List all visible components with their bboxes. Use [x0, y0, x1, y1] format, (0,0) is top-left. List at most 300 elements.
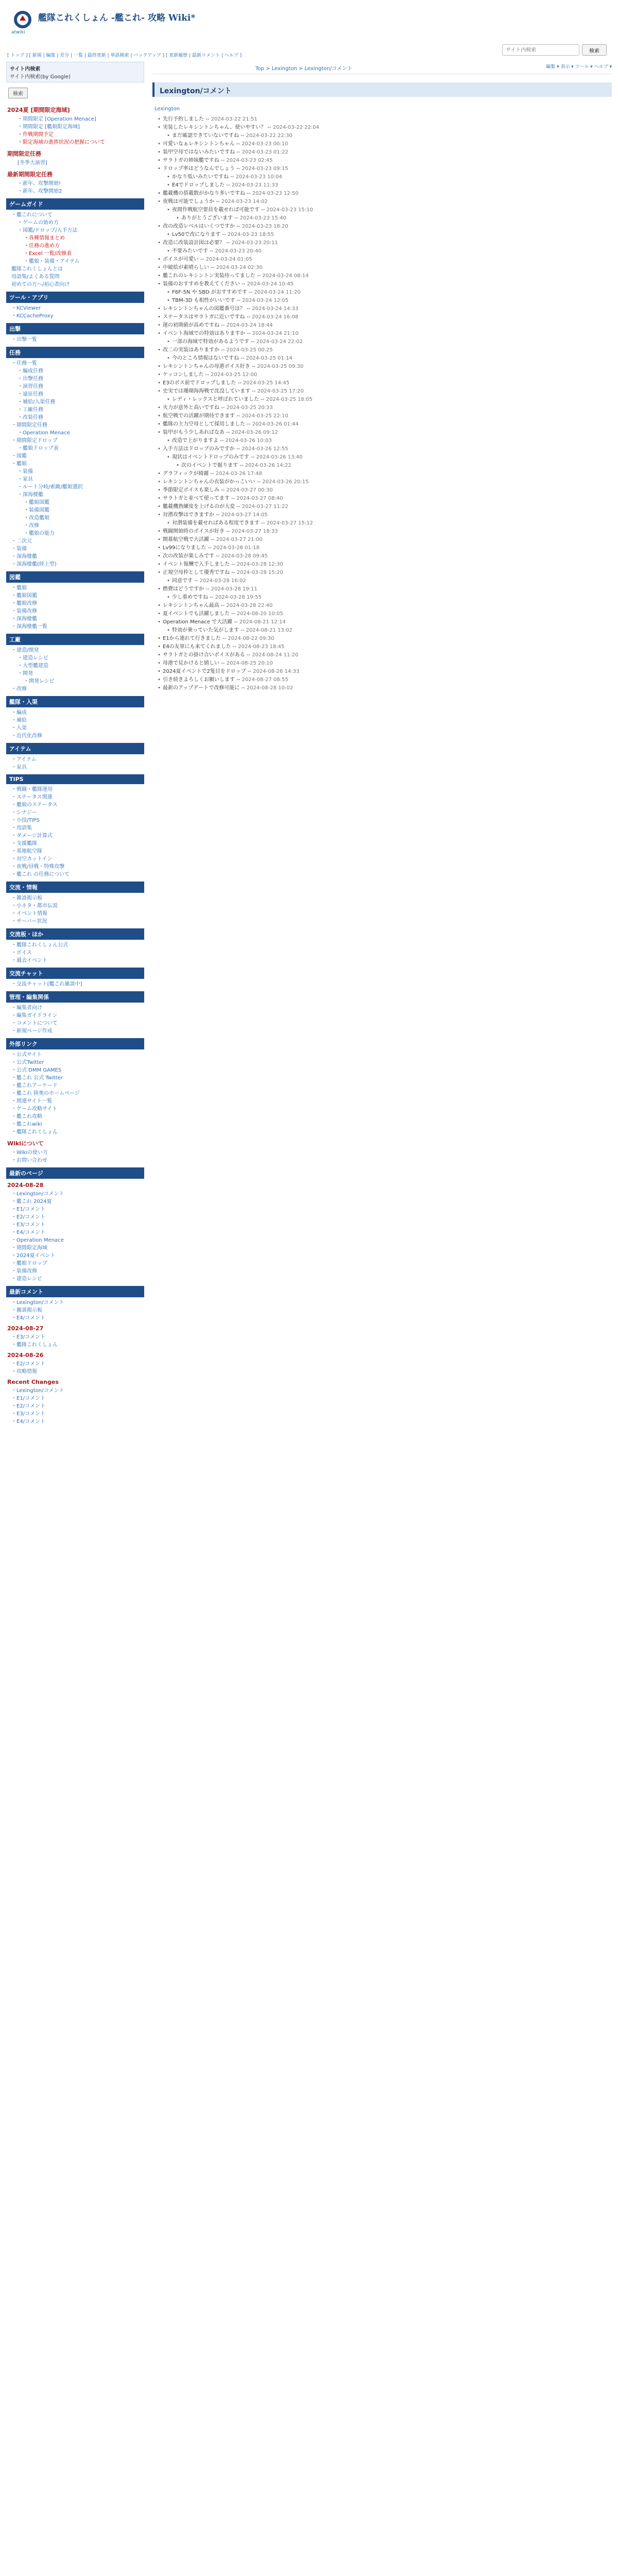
comment-text: 対潜装備を載せればある程度できます --	[172, 520, 267, 526]
breadcrumb[interactable]: Top > Lexington > Lexington/コメント	[255, 66, 352, 72]
sidebar-item[interactable]: ・装備	[18, 469, 33, 474]
comment-item	[152, 280, 612, 289]
comment-item	[152, 503, 612, 511]
sidebar-item[interactable]: ・Lexington/コメント	[11, 1300, 64, 1306]
sidebar-item[interactable]: ・艦これ攻略	[11, 1114, 42, 1120]
sidebar-item[interactable]: ・限定海域の進捗状況の把握について	[18, 140, 105, 145]
sidebar-item[interactable]: ・KCViewer	[11, 306, 41, 311]
comment-item	[152, 140, 612, 148]
bullet-icon: •	[158, 537, 161, 543]
sidebar-item[interactable]: ・編成	[11, 710, 27, 716]
sidebar-item[interactable]: ・出撃任務	[18, 376, 43, 382]
sidebar-item[interactable]: ・E4/コメント	[11, 1315, 46, 1321]
sidebar-section-header: 外部リンク	[6, 1038, 144, 1049]
bullet-icon: •	[158, 224, 161, 229]
sidebar-item[interactable]: ・家具	[11, 765, 27, 770]
comment-date: 2024-03-23 11:33	[231, 182, 278, 188]
sidebar-section-header: 交流チャット	[6, 968, 144, 979]
comment-date: 2024-03-25 18:05	[266, 397, 313, 402]
comment-item	[152, 132, 612, 140]
comment-item	[152, 643, 612, 651]
comment-date: 2024-03-23 15:10	[266, 207, 313, 213]
sidebar-item[interactable]: ・コメントについて	[11, 1021, 58, 1026]
sidebar-heading: Recent Changes	[7, 1379, 59, 1385]
comment-item	[152, 157, 612, 165]
comment-date: 2024-03-27 11:22	[242, 504, 288, 510]
top-navigation[interactable]: [ トップ ] [ 新規 | 編集 | 差分 | 一覧 | 最終更新 | 単語検索 | バックアップ ] [ 更新履歴 | 最新コメント | ヘルプ ]	[7, 53, 242, 58]
comment-date: 2024-03-25 00:25	[226, 347, 273, 353]
bullet-icon: •	[158, 529, 161, 534]
sidebar-menu	[6, 106, 144, 1426]
sidebar-item[interactable]: ・期間限定 [Operation Menace]	[18, 116, 96, 122]
comment-item	[152, 585, 612, 594]
comment-item	[152, 602, 612, 610]
comment-date: 2024-03-23 14:02	[221, 199, 268, 205]
sidebar-item[interactable]: ・公式 DMM GAMES	[11, 1067, 62, 1073]
sidebar-item[interactable]: ・艦これ 2024夏	[11, 1199, 52, 1205]
bullet-icon: •	[158, 323, 161, 328]
bullet-icon: •	[167, 174, 170, 180]
sidebar-item[interactable]: ・改修	[24, 523, 39, 529]
sidebar-item[interactable]: ・大型艦建造	[18, 663, 48, 669]
sidebar-item[interactable]: ・期間限定任務	[11, 422, 47, 428]
bullet-icon: •	[176, 215, 179, 221]
bullet-icon: •	[158, 405, 161, 411]
comment-date: 2024-03-23 09:15	[242, 166, 288, 172]
comment-text: ケッコンしました --	[163, 372, 211, 378]
comment-item	[152, 684, 612, 692]
sidebar-item[interactable]: ・ゲームの始め方	[18, 220, 59, 226]
search-button[interactable]: 検索	[582, 44, 607, 56]
sidebar-item[interactable]: ・期間限定ドロップ	[11, 438, 58, 444]
sidebar-item[interactable]: ・改造艦娘	[24, 515, 49, 521]
bullet-icon: •	[158, 199, 161, 205]
sidebar-item[interactable]: ・深海棲艦	[11, 554, 37, 560]
comment-item	[152, 313, 612, 321]
comment-text: F6F-5N や SBD がおすすめです --	[172, 290, 254, 295]
sidebar-item[interactable]: ・艦これwiki	[11, 1122, 42, 1127]
sidebar-item[interactable]: 艦隊これくしょんとは	[11, 266, 63, 272]
sidebar-item[interactable]: ・新年、攻撃開始!	[18, 181, 61, 187]
sidebar-item[interactable]: ・新規ページ作成	[11, 1028, 53, 1034]
comment-item	[152, 561, 612, 569]
bullet-icon: •	[158, 347, 161, 353]
sidebar-item[interactable]: ・Excel 一覧/改修表	[24, 251, 72, 257]
sidebar-item[interactable]: ・改装任務	[18, 415, 43, 420]
comment-item	[152, 528, 612, 536]
sidebar-item[interactable]: [冬季大演習]	[18, 160, 47, 166]
sidebar-item[interactable]: ・任務一覧	[11, 361, 37, 366]
comment-date: 2024-03-25 22:10	[242, 413, 288, 419]
sidebar-item[interactable]: ・Operation Menace	[11, 1238, 64, 1243]
sidebar-item[interactable]: ・小技/TIPS	[11, 818, 40, 823]
sidebar-item[interactable]: ・出撃一覧	[11, 337, 37, 343]
comment-date: 2024-03-27 08:40	[236, 496, 283, 501]
comment-item	[152, 668, 612, 676]
comment-text: レキシントンちゃんの衣装がかっこいい --	[163, 479, 263, 485]
comment-text: サラトガと並べて使ってます --	[163, 496, 237, 501]
comment-text: 次の改装が楽しみです --	[163, 553, 221, 559]
sidebar-item[interactable]: ・艦娘改修	[11, 601, 37, 606]
sidebar-item[interactable]: ・開発レシピ	[24, 679, 55, 684]
sidebar-item[interactable]: ・深海棲艦	[11, 616, 37, 622]
sidebar-section-header: ゲームガイド	[6, 198, 144, 210]
comment-text: 中破絵が素晴らしい --	[163, 265, 216, 270]
sidebar-item[interactable]: ・E3/コメント	[11, 1334, 46, 1340]
page-toolbar	[152, 62, 612, 74]
sidebar-heading: 2024-08-28	[7, 1182, 44, 1189]
sidebar-item[interactable]: ・雑談掲示板	[11, 1308, 42, 1313]
comment-item	[152, 289, 612, 297]
comment-date: 2024-03-24 21:10	[252, 331, 299, 336]
sidebar-item[interactable]: ・建造レシピ	[18, 655, 48, 661]
comment-text: 実装したレキシントンちゃん、使いやすい？ --	[163, 125, 273, 130]
sidebar-item[interactable]: ・艦隊これくしょん公式	[11, 942, 68, 948]
sidebar-item[interactable]: ・作戦期間予定	[18, 132, 54, 138]
comment-list	[152, 115, 612, 692]
sidebar-item[interactable]: ・艦これ 公式 Twitter	[11, 1075, 63, 1081]
sidebar-item[interactable]: ・艦これについて	[11, 212, 53, 218]
comment-item	[152, 239, 612, 247]
sidebar-section-header: 図鑑	[6, 571, 144, 583]
sidebar-item[interactable]: ・建造レシピ	[11, 1276, 42, 1282]
comment-date: 2024-08-20 10:05	[236, 611, 283, 617]
sidebar-item[interactable]: ・公式Twitter	[11, 1060, 44, 1065]
sidebar-item[interactable]: ・Wikiの使い方	[11, 1150, 48, 1156]
site-title[interactable]: 艦隊これくしょん -艦これ- 攻略 Wiki*	[38, 13, 196, 23]
comment-date: 2024-03-26 20:15	[262, 479, 309, 485]
sidebar-item[interactable]: ・二次元	[11, 538, 32, 544]
comment-date: 2024-03-28 15:20	[236, 570, 283, 575]
comment-text: ドロップ率はどうなんでしょう --	[163, 166, 242, 172]
sidebar-item[interactable]: ・ルート分岐/索敵/艦娘選択	[18, 484, 83, 490]
search-input[interactable]	[502, 44, 579, 56]
sidebar-item[interactable]: ・工廠任務	[18, 407, 43, 413]
sidebar-item[interactable]: ・KCCacheProxy	[11, 313, 54, 319]
sidebar-item[interactable]: ・艦これアーケード	[11, 1083, 58, 1089]
bullet-icon: •	[167, 578, 170, 584]
sidebar-item[interactable]: ・2024夏イベント	[11, 1253, 56, 1259]
sidebar	[6, 62, 144, 2576]
sidebar-item[interactable]: ・艦これ 陸奥のホームページ	[11, 1091, 80, 1096]
bullet-icon: •	[158, 430, 161, 435]
comment-item	[152, 214, 612, 223]
bullet-icon: •	[158, 166, 161, 172]
comment-date: 2024-03-24 16:08	[252, 314, 299, 320]
comment-text: 改造に改装設計図は必要？ --	[163, 240, 232, 246]
comment-text: 最新のアップデートで改修可能に --	[163, 685, 247, 691]
sidebar-item[interactable]: ・近代化改修	[11, 733, 42, 739]
sidebar-item[interactable]: ・補給/入渠任務	[18, 399, 56, 405]
comment-item	[152, 404, 612, 412]
sidebar-search-button[interactable]: 検索	[8, 88, 28, 98]
comment-text: 2024夏イベントで2隻目をドロップ --	[163, 669, 253, 674]
toolbar-menu[interactable]: 編集 ▾ 表示 ▾ ツール ▾ ヘルプ ▾	[546, 64, 612, 70]
comment-item	[152, 330, 612, 338]
sidebar-item[interactable]: ・改修	[11, 686, 27, 692]
comment-item	[152, 437, 612, 445]
sidebar-search-title: サイト内検索	[10, 66, 41, 72]
comment-date: 2024-08-21 12:14	[239, 619, 286, 625]
sidebar-item[interactable]: ・艦隊これくしょん	[11, 1129, 58, 1135]
sidebar-item[interactable]: ・Lexington/コメント	[11, 1388, 64, 1394]
sidebar-item[interactable]: ・アイテム	[11, 757, 37, 762]
comment-text: 運の初期値が高めですね --	[163, 323, 227, 328]
sidebar-item[interactable]: ・建造/開発	[11, 648, 39, 653]
sidebar-item[interactable]: ・戦闘・艦隊運用	[11, 787, 53, 792]
bullet-icon: •	[158, 281, 161, 287]
sidebar-item[interactable]: ・艦娘図鑑	[11, 593, 37, 599]
comment-date: 2024-03-24 02:30	[216, 265, 263, 270]
bullet-icon: •	[167, 207, 170, 213]
bullet-icon: •	[167, 339, 170, 345]
bullet-icon: •	[158, 125, 161, 130]
comment-item	[152, 577, 612, 585]
comment-text: 可愛いなぁレキシントンちゃん --	[163, 141, 242, 147]
sidebar-item[interactable]: ・関連サイト一覧	[11, 1098, 53, 1104]
bullet-icon: •	[158, 496, 161, 501]
site-header	[0, 0, 618, 58]
comment-date: 2024-03-23 15:40	[239, 215, 286, 221]
comment-date: 2024-08-24 11:20	[252, 652, 299, 658]
bullet-icon: •	[167, 298, 170, 303]
sidebar-item[interactable]: ・イベント情報	[11, 911, 47, 917]
bullet-icon: •	[167, 232, 170, 238]
bullet-icon: •	[158, 611, 161, 617]
bullet-icon: •	[158, 141, 161, 147]
bullet-icon: •	[158, 644, 161, 650]
sidebar-item[interactable]: ・期間限定 [艦娘限定海域]	[18, 124, 80, 130]
comment-date: 2024-03-26 14:22	[245, 463, 291, 468]
comment-date: 2024-03-23 01:22	[242, 149, 288, 155]
sidebar-item[interactable]: ・E4/コメント	[11, 1419, 46, 1425]
comment-item	[152, 594, 612, 602]
bullet-icon: •	[158, 413, 161, 419]
comment-text: レキシントンちゃん最高 --	[163, 603, 227, 608]
comment-item	[152, 635, 612, 643]
sidebar-item[interactable]: ・艦娘の能力	[24, 531, 55, 536]
bullet-icon: •	[158, 636, 161, 641]
comment-date: 2024-03-28 01:18	[213, 545, 260, 551]
sidebar-item[interactable]: ・ボイス	[11, 950, 32, 956]
sidebar-item[interactable]: ・艦娘のステータス	[11, 802, 58, 808]
comment-date: 2024-08-23 18:45	[238, 644, 285, 650]
sidebar-item[interactable]: ・深海棲艦一覧	[11, 624, 47, 630]
sidebar-item[interactable]: ・Operation Menace	[18, 430, 70, 436]
sidebar-item[interactable]: ・E2/コメント	[11, 1214, 46, 1220]
comment-item	[152, 610, 612, 618]
comment-item	[152, 676, 612, 684]
bullet-icon: •	[158, 306, 161, 312]
bullet-icon: •	[158, 619, 161, 625]
comment-item	[152, 305, 612, 313]
sidebar-item[interactable]: ・期間限定海域	[11, 1245, 47, 1251]
comment-text: TBM-3D も相性がいいです --	[172, 298, 243, 303]
sidebar-item[interactable]: ・用語集	[11, 825, 32, 831]
sidebar-item[interactable]: ・艦娘図鑑	[24, 500, 49, 505]
sidebar-item[interactable]: ・小ネタ・都市伝説	[11, 903, 58, 909]
comment-date: 2024-03-23 20:11	[231, 240, 278, 246]
bullet-icon: •	[167, 182, 170, 188]
sidebar-heading: 期間限定任務	[7, 150, 41, 157]
comment-item	[152, 659, 612, 668]
bullet-icon: •	[158, 116, 161, 122]
comment-date: 2024-03-24 10:45	[247, 281, 294, 287]
comment-item	[152, 445, 612, 453]
sidebar-item[interactable]: 用語集/よくある質問	[11, 274, 60, 280]
comment-text: 燃費はどうですか --	[163, 586, 211, 592]
comment-text: イベント報酬で入手しました --	[163, 562, 237, 567]
comment-item	[152, 115, 612, 124]
sidebar-heading: 2024-08-27	[7, 1325, 44, 1332]
sidebar-item[interactable]: ・夜戦/昼戦・特殊攻撃	[11, 864, 65, 870]
sidebar-item[interactable]: ・艦隊これくしょん	[11, 1342, 58, 1348]
comment-text: 同意です --	[172, 578, 200, 584]
sidebar-item[interactable]: ・艦娘ドロップ表	[18, 446, 59, 451]
comment-date: 2024-03-24 01:05	[205, 257, 252, 262]
comment-date: 2024-03-27 15:12	[266, 520, 313, 526]
comment-text: 開幕航空戦で大活躍 --	[163, 537, 216, 543]
bullet-icon: •	[158, 669, 161, 674]
bullet-icon: •	[158, 603, 161, 608]
sidebar-item[interactable]: ・編集ガイドライン	[11, 1013, 58, 1019]
comment-item	[152, 379, 612, 387]
comment-date: 2024-08-27 08:55	[242, 677, 288, 683]
comment-date: 2024-03-22 21:51	[211, 116, 258, 122]
comment-item	[152, 190, 612, 198]
sidebar-item[interactable]: ・艦娘	[11, 585, 27, 591]
sidebar-item[interactable]: ・E4/コメント	[11, 1230, 46, 1235]
sidebar-item[interactable]: ・ゲーム攻略サイト	[11, 1106, 58, 1112]
comment-text: E4でドロップしました --	[172, 182, 232, 188]
sidebar-item[interactable]: ・雑談掲示板	[11, 895, 42, 901]
comment-text: レキシントンちゃんの母港ボイス好き --	[163, 364, 258, 369]
sidebar-item[interactable]: ・装備改修	[11, 608, 37, 614]
comment-item	[152, 321, 612, 330]
sidebar-item[interactable]: ・艦娘ドロップ	[11, 1261, 47, 1266]
comment-text: 艦載機熟練度を上げるのが大変 --	[163, 504, 242, 510]
sidebar-section-header: ツール・アプリ	[6, 292, 144, 303]
sidebar-item[interactable]: ・装備改修	[11, 1268, 37, 1274]
sidebar-item[interactable]: ・ステータス関連	[11, 794, 53, 800]
comment-text: 艦隊の主力空母として採用しました --	[163, 421, 252, 427]
sidebar-item[interactable]: ・お問い合わせ	[11, 1158, 47, 1163]
sidebar-item[interactable]: ・装備	[11, 546, 27, 552]
comment-text: レキシントンちゃんの図鑑番号は？ --	[163, 306, 252, 312]
comment-text: ステータスはサラトガに近いですね --	[163, 314, 252, 320]
comment-item	[152, 371, 612, 379]
site-logo-icon[interactable]	[12, 9, 33, 30]
sidebar-item[interactable]: ・任務の進め方	[24, 243, 60, 249]
sidebar-item[interactable]: ・開発	[18, 671, 33, 676]
comment-date: 2024-03-25 01:14	[246, 355, 293, 361]
sidebar-item[interactable]: ・支援艦隊	[11, 841, 37, 846]
sidebar-item[interactable]: ・新年、攻撃開始2	[18, 189, 62, 194]
comment-date: 2024-03-27 21:00	[216, 537, 263, 543]
sidebar-item[interactable]: ・E3/コメント	[11, 1411, 46, 1417]
bullet-icon: •	[158, 660, 161, 666]
sidebar-item[interactable]: ・演習任務	[18, 384, 43, 389]
comment-date: 2024-03-27 00:30	[226, 487, 273, 493]
comment-item	[152, 256, 612, 264]
comment-text: 一部の海域で特効があるようです --	[172, 339, 256, 345]
comment-date: 2024-08-28 10:02	[246, 685, 293, 691]
sidebar-item[interactable]: ・シナジー	[11, 810, 37, 816]
comment-item	[152, 247, 612, 256]
bullet-icon: •	[158, 314, 161, 320]
sidebar-item[interactable]: ・基地航空隊	[11, 849, 42, 854]
comment-date: 2024-03-28 22:40	[226, 603, 273, 608]
comment-text: 航空戦での活躍が期待できます --	[163, 413, 242, 419]
comment-text: イベント海域での特効はありますか --	[163, 331, 252, 336]
sidebar-item[interactable]: ・深海棲艦(陸上型)	[11, 562, 57, 567]
sidebar-item[interactable]: ・図鑑/ドロップ/入手方法	[18, 228, 78, 233]
sidebar-item[interactable]: ・艦これ の任務について	[11, 872, 70, 877]
sidebar-item[interactable]: ・装備図鑑	[24, 507, 49, 513]
sidebar-item[interactable]: ・家具	[18, 477, 33, 482]
comment-item	[152, 223, 612, 231]
sidebar-item[interactable]: ・補給	[11, 718, 27, 723]
sidebar-item[interactable]: ・入渠	[11, 725, 27, 731]
bullet-icon: •	[158, 545, 161, 551]
sidebar-item[interactable]: ・E3/コメント	[11, 1222, 46, 1228]
sidebar-item[interactable]: ・編成任務	[18, 368, 43, 374]
bullet-icon: •	[158, 677, 161, 683]
sidebar-item[interactable]: ・遠征任務	[18, 392, 43, 397]
comment-date: 2024-03-26 13:40	[256, 454, 303, 460]
bullet-icon: •	[176, 463, 179, 468]
comment-text: 少し重めですね --	[172, 595, 215, 600]
sidebar-item[interactable]: ・サーバー状況	[11, 919, 47, 924]
sidebar-item[interactable]: ・ダメージ計算式	[11, 833, 53, 839]
sidebar-item[interactable]: ・対空カットイン	[11, 856, 53, 862]
sidebar-item[interactable]: 初めての方へ/初心者向け	[11, 282, 70, 287]
comment-date: 2024-03-28 16:02	[199, 578, 246, 584]
sidebar-item[interactable]: ・編集者向け	[11, 1005, 42, 1011]
comment-item	[152, 148, 612, 157]
sidebar-item[interactable]: ・E1/コメント	[11, 1396, 46, 1401]
sidebar-item[interactable]: ・交流チャット[艦これ雑談中]	[11, 981, 82, 987]
sidebar-item[interactable]: ・図鑑	[11, 453, 27, 459]
bullet-icon: •	[167, 397, 170, 402]
comment-text: 装甲空母ではないみたいですね --	[163, 149, 242, 155]
bullet-icon: •	[158, 388, 161, 394]
comment-date: 2024-03-23 02:45	[226, 158, 273, 163]
sidebar-item[interactable]: ・E1/コメント	[11, 1207, 46, 1212]
bullet-icon: •	[158, 331, 161, 336]
comment-text: E1から連れて行きました --	[163, 636, 228, 641]
sidebar-item[interactable]: ・過去イベント	[11, 958, 47, 963]
sidebar-item[interactable]: ・E2/コメント	[11, 1403, 46, 1409]
sidebar-item[interactable]: ・公式サイト	[11, 1052, 42, 1058]
sidebar-item[interactable]: ・Lexington/コメント	[11, 1191, 64, 1197]
sidebar-item[interactable]: ・攻略情報	[11, 1369, 37, 1375]
bullet-icon: •	[158, 273, 161, 279]
parent-page-link[interactable]: Lexington	[154, 106, 180, 112]
sidebar-item[interactable]: ・E2/コメント	[11, 1361, 46, 1367]
comment-item	[152, 495, 612, 503]
bullet-icon: •	[158, 562, 161, 567]
comment-date: 2024-03-25 14:45	[243, 380, 289, 386]
sidebar-item[interactable]: ・深海棲艦	[18, 492, 43, 498]
comment-date: 2024-03-28 19:11	[211, 586, 258, 592]
comment-item	[152, 544, 612, 552]
sidebar-item[interactable]: ・各種情報まとめ	[24, 235, 65, 241]
sidebar-item[interactable]: ・艦娘・装備・アイテム	[24, 259, 80, 264]
sidebar-heading: 2024夏 [期間限定海域]	[7, 107, 70, 113]
comment-text: 次のイベントで掘ります --	[181, 463, 245, 468]
sidebar-item[interactable]: ・艦娘	[11, 461, 27, 467]
